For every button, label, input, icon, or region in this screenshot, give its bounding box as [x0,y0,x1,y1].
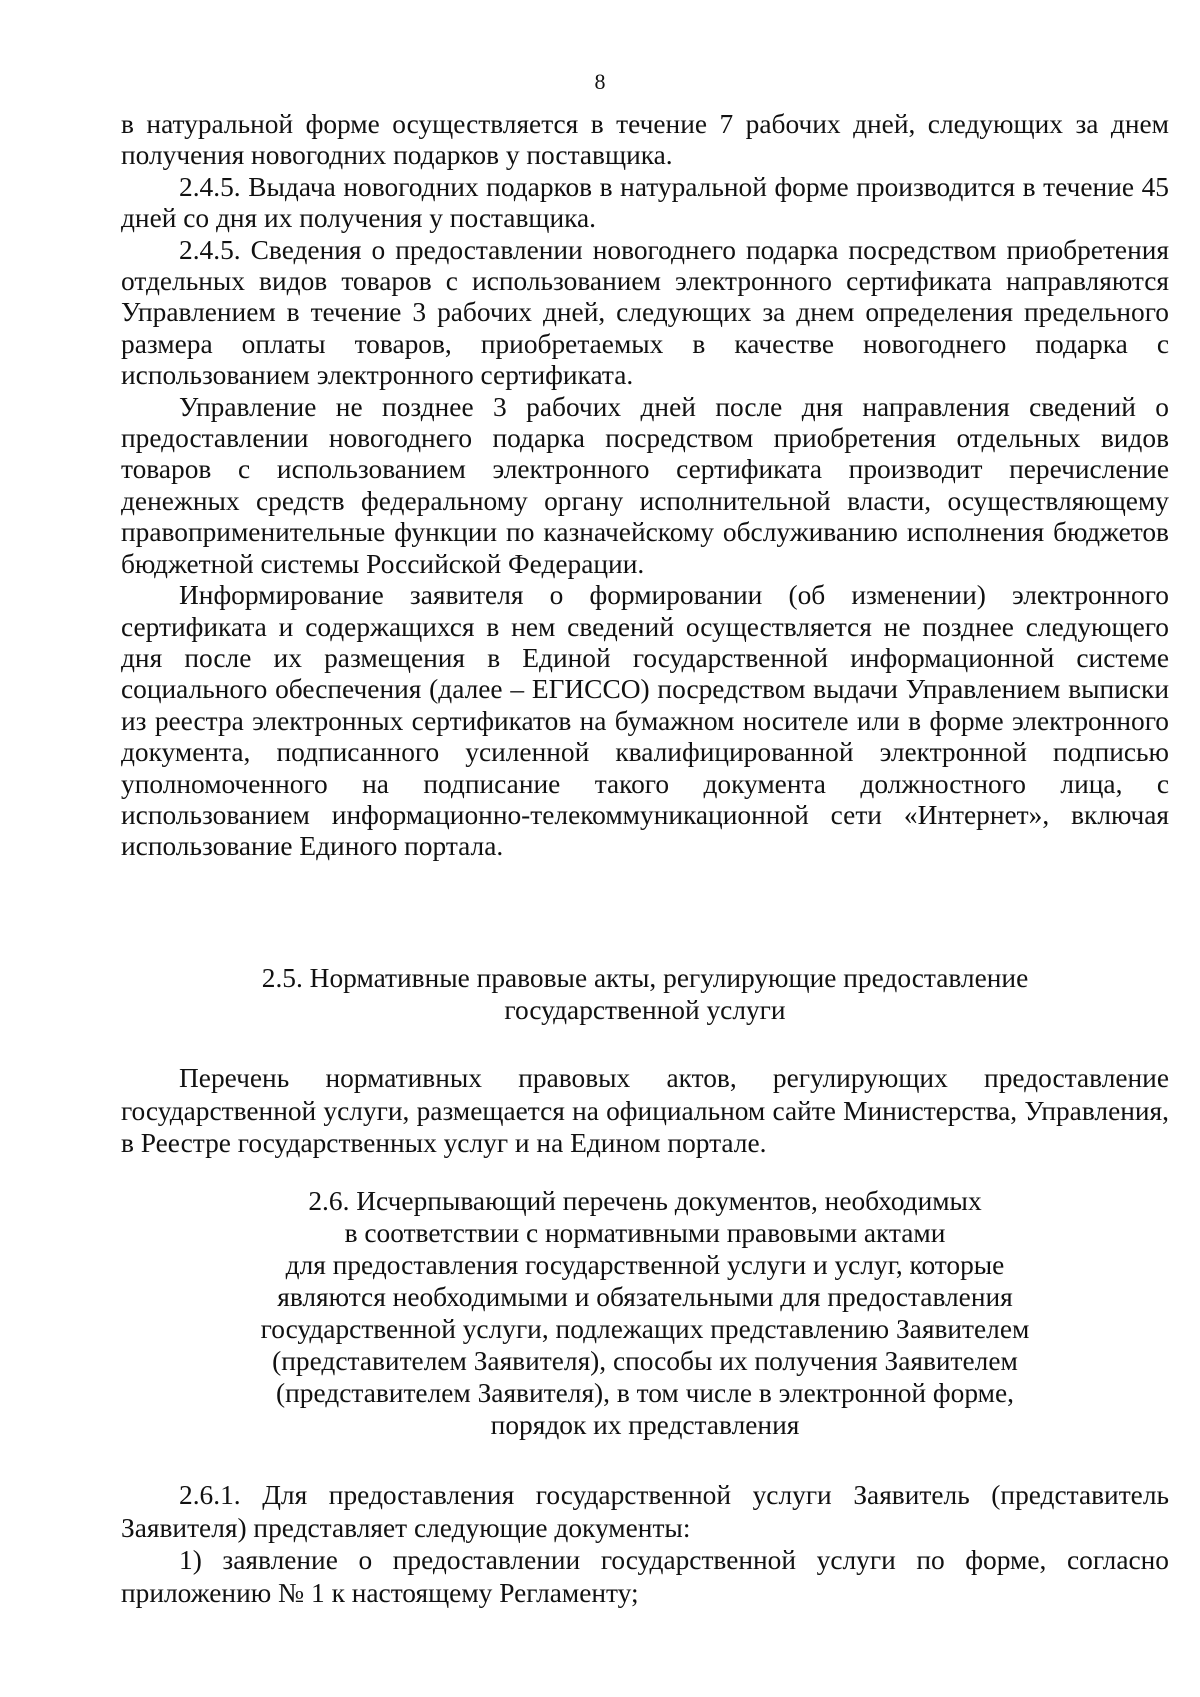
list-item-1: 1) заявление о предоставлении государственной услуги по форме, согласно приложению № 1 к настоящему Регламенту; [121,1545,1169,1608]
heading-line: порядок их представления [490,1410,800,1440]
heading-line: 2.6. Исчерпывающий перечень документов, необходимых [308,1186,982,1216]
heading-line: государственной услуги, подлежащих представлению Заявителем [260,1314,1030,1344]
paragraph-2-5-text: Перечень нормативных правовых актов, регулирующих предоставление государственной услуги, размещается на официальном сайте Министерства, Управления, в Реестре государственных услуг и на Едином портале. [121,1063,1169,1159]
heading-line: 2.5. Нормативные правовые акты, регулирующие предоставление [261,963,1029,993]
section-2-6-heading [121,1185,1169,1441]
heading-line: в соответствии с нормативными правовыми актами [344,1218,946,1248]
paragraph-informing: Информирование заявителя о формировании (об изменении) электронного сертификата и содержащихся в нем сведений осуществляется не позднее следующего дня после их размещения в Единой государственной информационной системе социального обеспечения (далее – ЕГИССО) посредством выдачи Управлением выписки из реестра электронных сертификатов на бумажном носителе или в форме электронного документа, подписанного усиленной квалифицированной электронной подписью уполномоченного на подписание такого документа должностного лица, с использованием информационно-телекоммуникационной сети «Интернет», включая использование Единого портала. [121,580,1169,862]
heading-line: (представителем Заявителя), в том числе в электронной форме, [276,1378,1014,1408]
heading-line: государственной услуги [504,995,786,1025]
section-2-6-body [121,1479,1169,1609]
heading-line: являются необходимыми и обязательными для предоставления [277,1282,1013,1312]
paragraph-2-6-1: 2.6.1. Для предоставления государственной услуги Заявитель (представитель Заявителя) представляет следующие документы: [121,1480,1169,1543]
heading-line: (представителем Заявителя), способы их получения Заявителем [272,1346,1018,1376]
paragraph-transfer: Управление не позднее 3 рабочих дней после дня направления сведений о предоставлении новогоднего подарка посредством приобретения отдельных видов товаров с использованием электронного сертификата производит перечисление денежных средств федеральному органу исполнительной власти, осуществляющему правоприменительные функции по казначейскому обслуживанию исполнения бюджетов бюджетной системы Российской Федерации. [121,391,1169,579]
paragraph-2-4-5-certificate: 2.4.5. Сведения о предоставлении новогоднего подарка посредством приобретения отдельных видов товаров с использованием электронного сертификата направляются Управлением в течение 3 рабочих дней, следующих за днем определения предельного размера оплаты товаров, приобретаемых в качестве новогоднего подарка с использованием электронного сертификата. [121,234,1169,391]
page-number: 8 [594,69,606,94]
section-2-5-body [121,1062,1169,1160]
heading-line: для предоставления государственной услуги и услуг, которые [285,1250,1005,1280]
body-text-top [121,109,1169,863]
section-2-5-heading [121,962,1169,1026]
paragraph-2-4-5-delivery: 2.4.5. Выдача новогодних подарков в натуральной форме производится в течение 45 дней со дня их получения у поставщика. [121,171,1169,234]
paragraph-continuation: в натуральной форме осуществляется в течение 7 рабочих дней, следующих за днем получения новогодних подарков у поставщика. [121,109,1169,171]
